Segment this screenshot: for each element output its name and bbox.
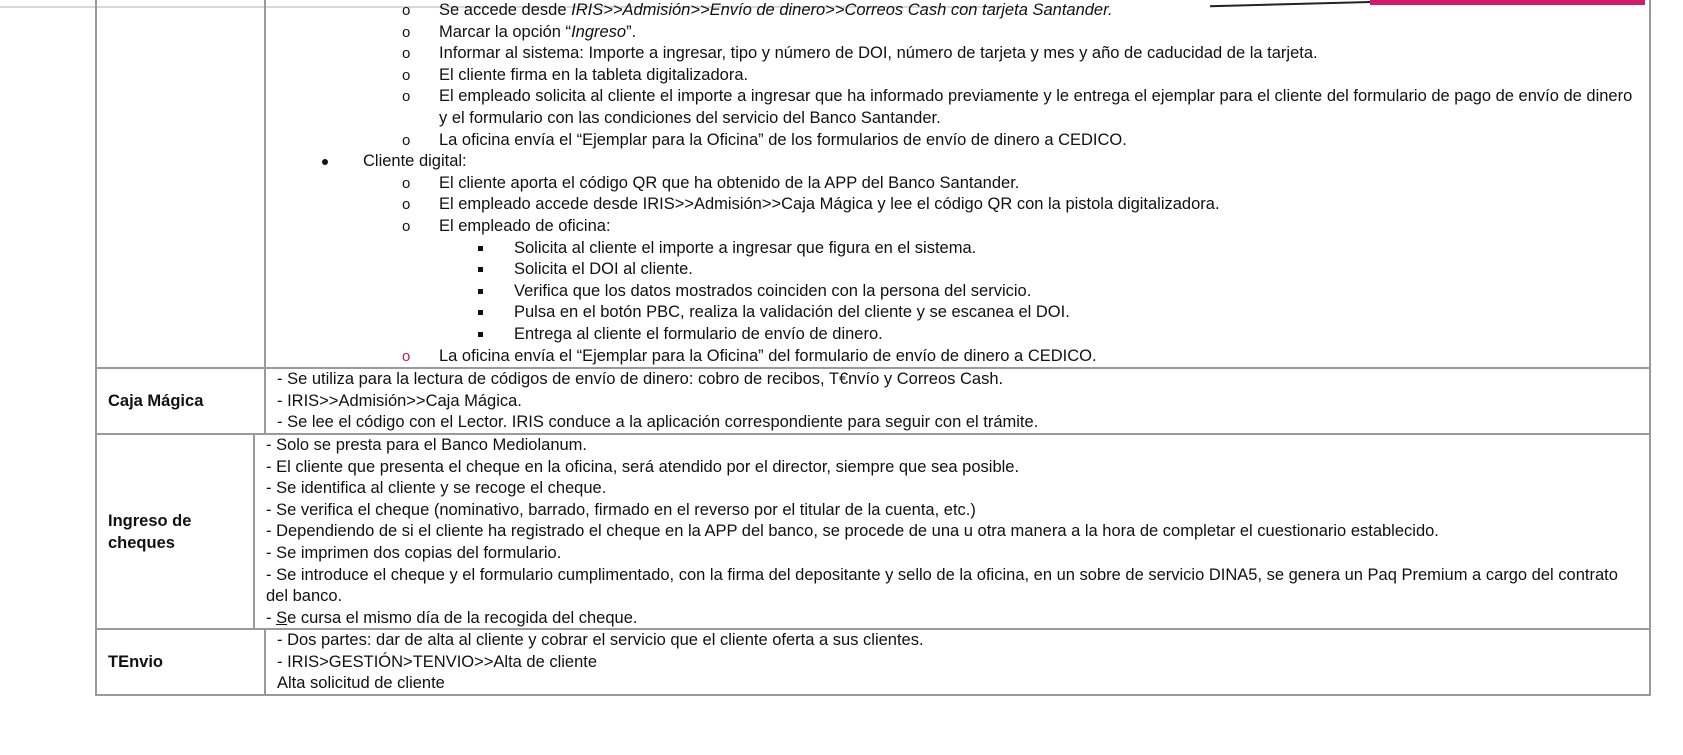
text-run: S (276, 608, 288, 627)
circle-bullet-icon: o (402, 2, 411, 19)
row-label: Ingreso de cheques (97, 435, 255, 628)
text-run: - El cliente que presenta el cheque en la oficina, será atendido por el director, siempre que sea posible. (266, 457, 1020, 476)
list-item (277, 65, 1641, 87)
row-content (266, 630, 1649, 694)
list-item (277, 0, 1641, 22)
text-run: ”. (626, 22, 637, 41)
table-row-tenvio (97, 628, 1649, 694)
text-run: Ingreso (571, 22, 627, 41)
text-run: - IRIS>GESTIÓN>TENVIO>>Alta de cliente (277, 652, 598, 671)
table-row-caja-magica (97, 367, 1649, 433)
text-run: El cliente aporta el código QR que ha obtenido de la APP del Banco Santander. (439, 173, 1020, 192)
text-run: - Se imprimen dos copias del formulario. (266, 544, 562, 563)
text-line (266, 500, 1641, 522)
text-line (277, 673, 1641, 695)
circle-bullet-icon: o (402, 196, 411, 214)
list-item (277, 216, 1641, 238)
text-line (266, 565, 1641, 608)
list-item (277, 130, 1641, 152)
text-line (277, 412, 1641, 434)
list-item (277, 302, 1641, 324)
text-run: - Se utiliza para la lectura de códigos de envío de dinero: cobro de recibos, T€nvío y Correos Cash. (277, 370, 1004, 389)
circle-bullet-icon: o (402, 45, 411, 63)
list-item (277, 194, 1641, 216)
circle-bullet-icon: o (402, 217, 411, 235)
list-item (277, 259, 1641, 281)
circle-bullet-icon: o (402, 66, 411, 84)
circle-bullet-icon: o (402, 174, 411, 192)
row-label: TEnvio (97, 630, 266, 694)
text-run: La oficina envía el “Ejemplar para la Oficina” de los formularios de envío de dinero a CEDICO. (439, 130, 1127, 149)
text-run: - Se identifica al cliente y se recoge el cheque. (266, 479, 607, 498)
row-content-correos-cash (266, 0, 1649, 367)
text-run: - Se verifica el cheque (nominativo, barrado, firmado en el reverso por el titular de la cuenta, etc.) (266, 500, 976, 519)
text-line (277, 369, 1641, 391)
table-row-correos-cash (97, 0, 1649, 367)
list-item (277, 281, 1641, 303)
text-run: La oficina envía el “Ejemplar para la Oficina” del formulario de envío de dinero a CEDICO. (439, 346, 1097, 365)
text-run: - Dos partes: dar de alta al cliente y cobrar el servicio que el cliente oferta a sus clientes. (277, 631, 924, 650)
text-run: El empleado de oficina: (439, 216, 611, 235)
text-run: Entrega al cliente el formulario de envío de dinero. (514, 324, 883, 343)
row-content (266, 369, 1649, 433)
text-line (266, 521, 1641, 543)
text-run: Alta solicitud de cliente (277, 674, 445, 693)
text-run: - Solo se presta para el Banco Mediolanum. (266, 436, 588, 455)
circle-bullet-icon: o (402, 347, 411, 365)
text-run: e cursa el mismo día de la recogida del cheque. (287, 608, 638, 627)
procedures-table (95, 0, 1651, 696)
list-item (277, 86, 1641, 129)
row-label-empty (97, 0, 266, 367)
text-run: - Se introduce el cheque y el formulario cumplimentado, con la firma del depositante y sello de la oficina, en un sobre de servicio DINA5, se genera un Paq Premium a cargo del contrato del banco. (266, 565, 1618, 606)
text-run: El empleado solicita al cliente el importe a ingresar que ha informado previamente y le entrega el ejemplar para el cliente del formulario de pago de envío de dinero y el formulario con las condiciones del servicio del Banco Santander. (439, 87, 1633, 127)
text-run: Informar al sistema: Importe a ingresar, tipo y número de DOI, número de tarjeta y mes y año de caducidad de la tarjeta. (439, 44, 1318, 63)
list-item (277, 173, 1641, 195)
text-run: Cliente digital: (363, 152, 467, 171)
text-run: Solicita el DOI al cliente. (514, 260, 693, 279)
text-line (266, 543, 1641, 565)
text-run: Pulsa en el botón PBC, realiza la validación del cliente y se escanea el DOI. (514, 303, 1070, 322)
text-run: - Se lee el código con el Lector. IRIS conduce a la aplicación correspondiente para seguir con el trámite. (277, 413, 1039, 432)
text-run: - (266, 608, 277, 627)
text-line (266, 608, 1641, 630)
row-content (255, 435, 1649, 628)
text-line (266, 478, 1641, 500)
list-item (277, 238, 1641, 260)
text-run: El cliente firma en la tableta digitalizadora. (439, 65, 749, 84)
text-line (277, 391, 1641, 413)
row-label: Caja Mágica (97, 369, 266, 433)
text-run: Verifica que los datos mostrados coinciden con la persona del servicio. (514, 281, 1032, 300)
text-run: IRIS>>Admisión>>Envío de dinero>>Correos Cash con tarjeta Santander. (571, 1, 1113, 19)
circle-bullet-icon: o (402, 131, 411, 149)
text-line (266, 457, 1641, 479)
circle-bullet-icon: o (402, 23, 411, 41)
table-row-ingreso-cheques (97, 433, 1649, 628)
text-run: Marcar la opción “ (439, 22, 572, 41)
circle-bullet-icon: o (402, 88, 411, 106)
text-run: - IRIS>>Admisión>>Caja Mágica. (277, 391, 522, 410)
list-item (277, 43, 1641, 65)
list-item (277, 22, 1641, 44)
text-line (277, 630, 1641, 652)
text-run: Se accede desde (439, 1, 572, 19)
text-run: Solicita al cliente el importe a ingresar que figura en el sistema. (514, 238, 977, 257)
list-item (277, 151, 1641, 173)
text-run: El empleado accede desde IRIS>>Admisión>>Caja Mágica y lee el código QR con la pistola digitalizadora. (439, 195, 1220, 214)
text-run: - Dependiendo de si el cliente ha registrado el cheque en la APP del banco, se procede de una u otra manera a la hora de completar el cuestionario establecido. (266, 522, 1439, 541)
list-item (277, 346, 1641, 368)
text-line (266, 435, 1641, 457)
text-line (277, 652, 1641, 674)
list-item (277, 324, 1641, 346)
